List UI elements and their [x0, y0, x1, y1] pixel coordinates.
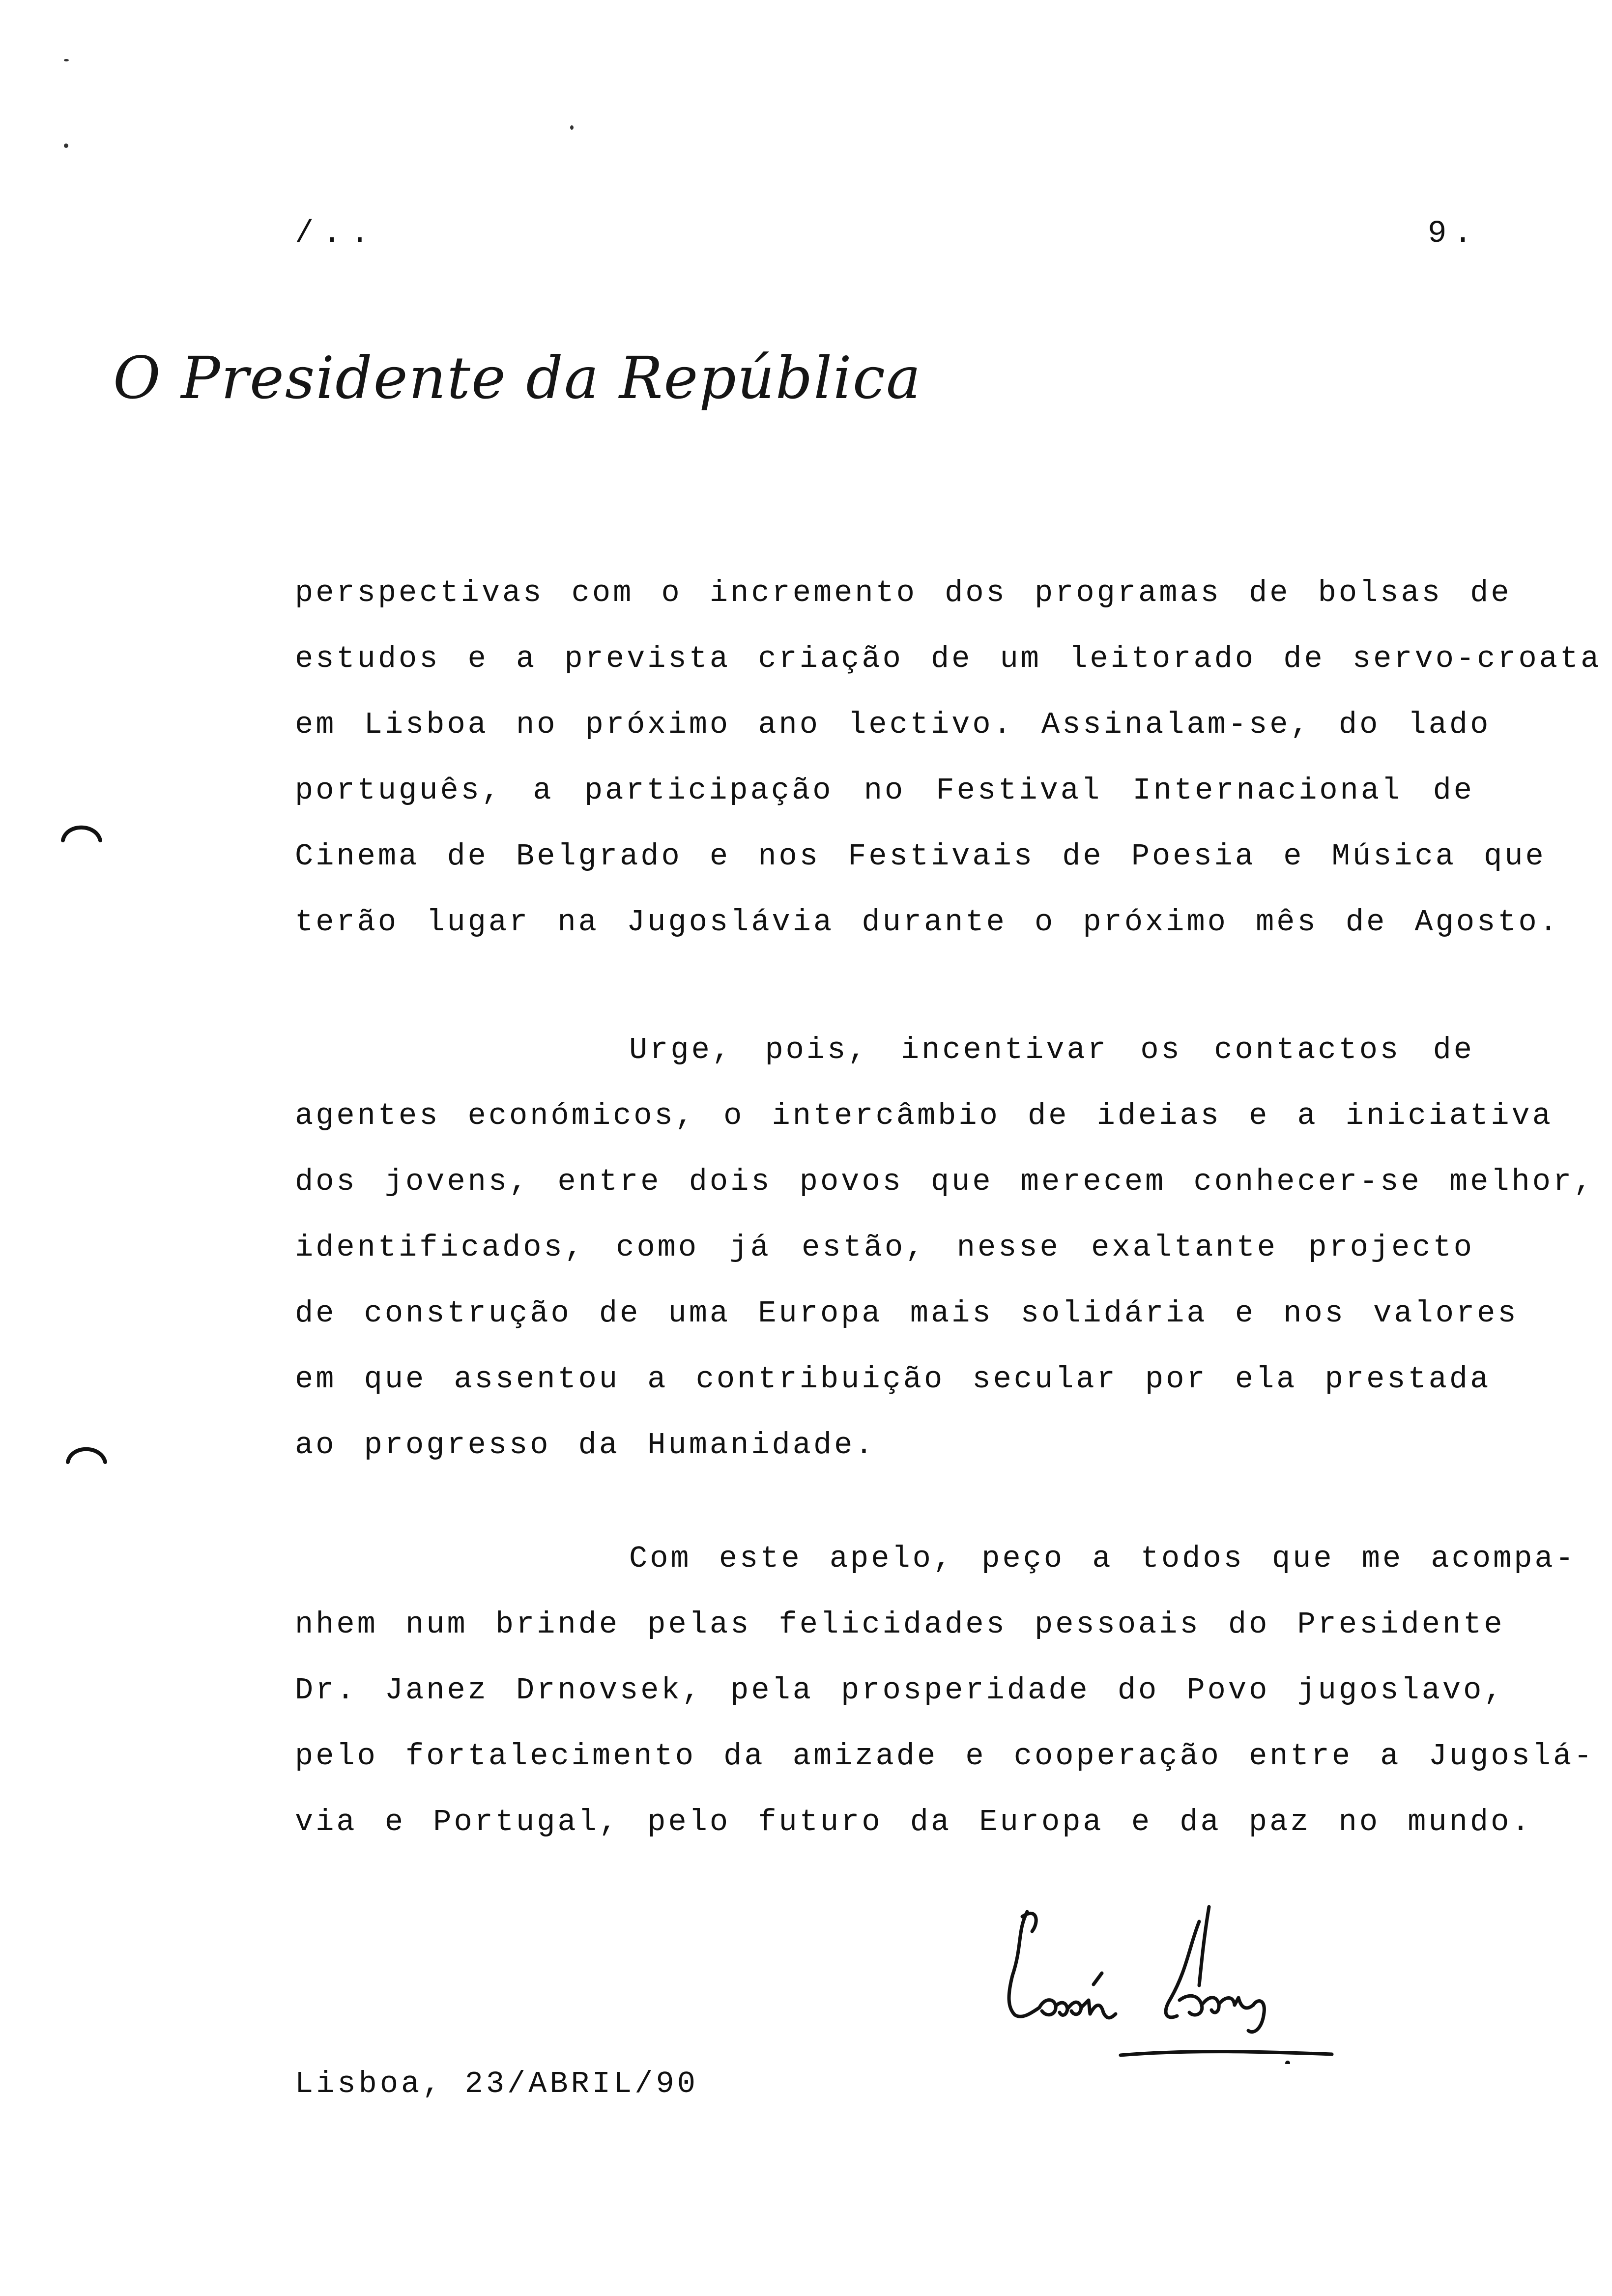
scan-speck [570, 125, 574, 130]
punch-hole-mark [64, 1442, 108, 1464]
text-line: identificados, como já estão, nesse exaltante projecto [295, 1230, 1474, 1265]
signature [993, 1902, 1347, 2064]
letterhead-title: O Presidente da República [113, 344, 922, 412]
text-line: perspectivas com o incremento dos programas de bolsas de [295, 575, 1512, 610]
text-line: de construção de uma Europa mais solidária e nos valores [295, 1296, 1519, 1331]
scan-speck [64, 144, 68, 148]
text-line: dos jovens, entre dois povos que merecem conhecer-se melhor, [295, 1164, 1595, 1199]
text-line: em que assentou a contribuição secular por ela prestada [295, 1362, 1491, 1397]
text-line: Cinema de Belgrado e nos Festivais de Poesia e Música que [295, 839, 1546, 874]
text-line: nhem num brinde pelas felicidades pessoais do Presidente [295, 1607, 1505, 1642]
text-line: Dr. Janez Drnovsek, pela prosperidade do Povo jugoslavo, [295, 1673, 1505, 1708]
text-line: ao progresso da Humanidade. [295, 1428, 876, 1463]
text-line: Com este apelo, peço a todos que me acompa- [629, 1541, 1576, 1576]
paragraph-1 [295, 560, 1602, 955]
paragraph-3 [295, 1526, 1595, 1855]
text-line: Urge, pois, incentivar os contactos de [629, 1033, 1474, 1067]
text-line: estudos e a prevista criação de um leitorado de servo-croata [295, 641, 1602, 676]
text-line: via e Portugal, pelo futuro da Europa e da paz no mundo. [295, 1805, 1532, 1839]
continuation-mark: /.. [295, 216, 378, 252]
place-date: Lisboa, 23/ABRIL/90 [295, 2066, 698, 2101]
text-line: em Lisboa no próximo ano lectivo. Assinalam-se, do lado [295, 707, 1491, 742]
page-number: 9. [1428, 216, 1479, 252]
text-line: português, a participação no Festival Internacional de [295, 773, 1474, 808]
text-line: pelo fortalecimento da amizade e cooperação entre a Jugoslá- [295, 1739, 1595, 1774]
text-line: agentes económicos, o intercâmbio de ideias e a iniciativa [295, 1098, 1553, 1133]
scan-speck [64, 59, 69, 61]
paragraph-2 [295, 1017, 1595, 1478]
text-line: terão lugar na Jugoslávia durante o próximo mês de Agosto. [295, 905, 1560, 940]
punch-hole-mark [59, 821, 103, 843]
